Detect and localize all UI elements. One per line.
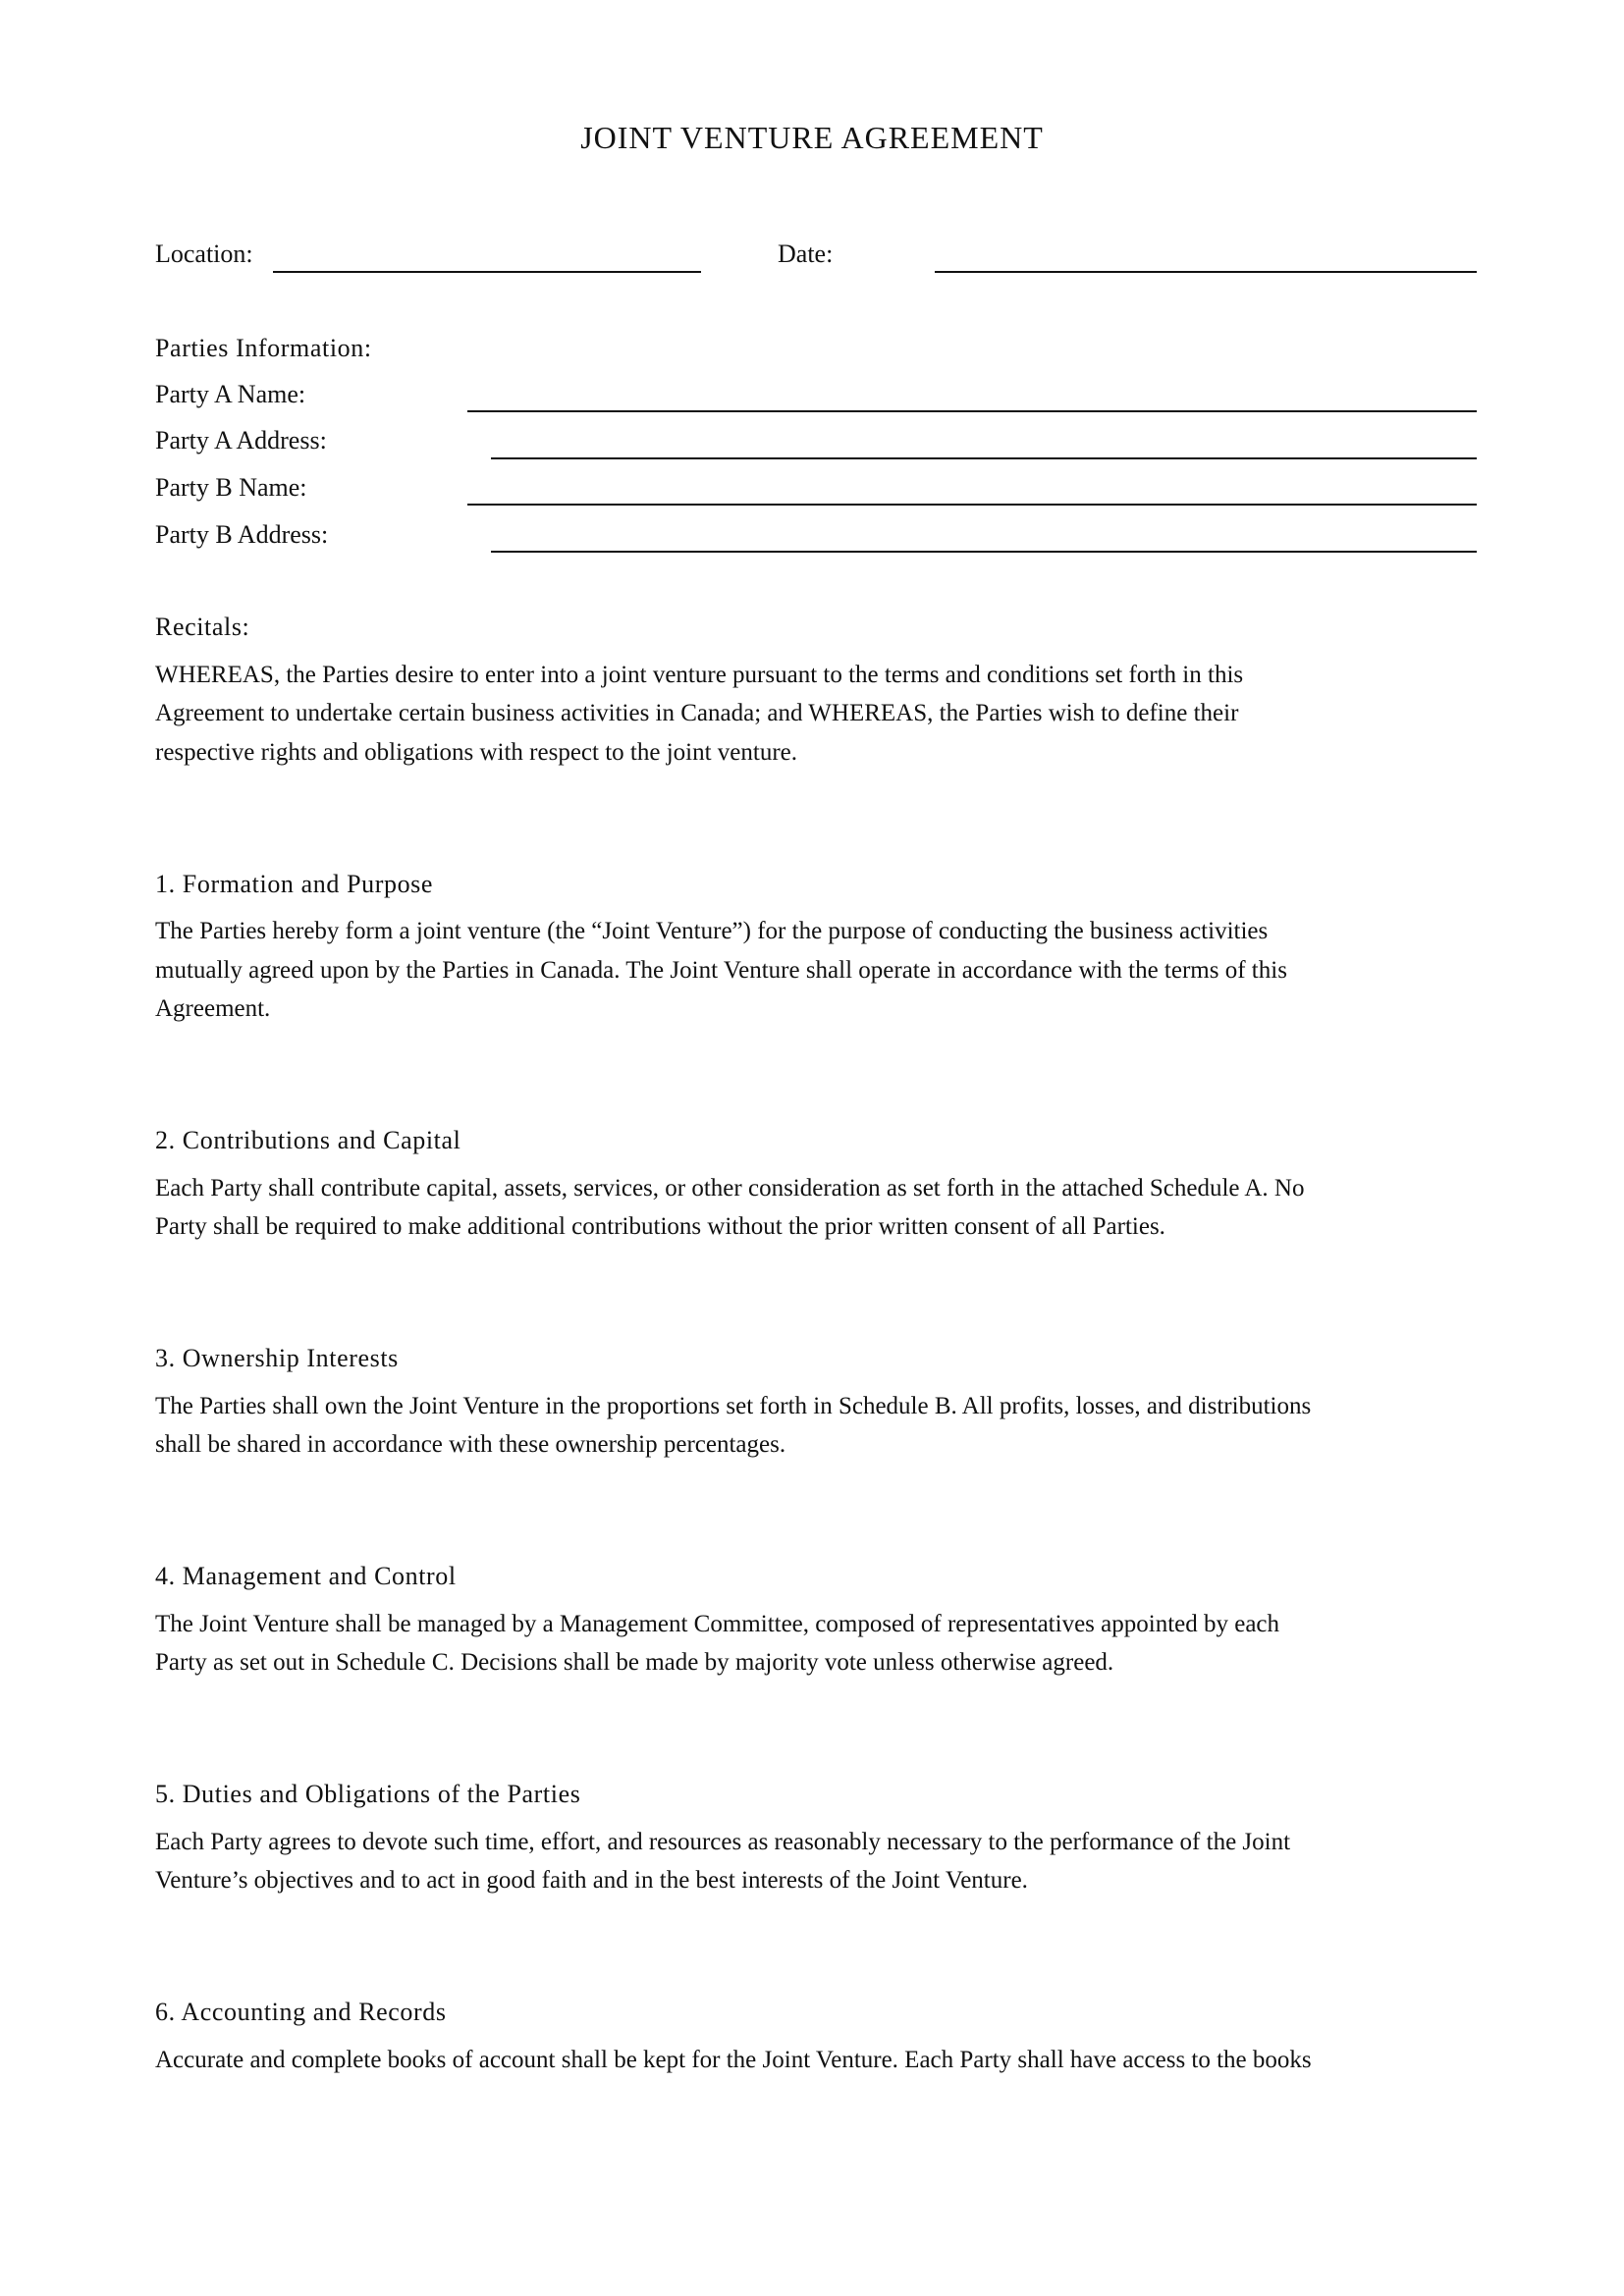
section-heading: 4. Management and Control — [155, 1562, 457, 1590]
section-line: Each Party shall contribute capital, assets, services, or other consideration as set forth in the attached Schedule A. No — [155, 1175, 1305, 1201]
party-a-address-field[interactable] — [491, 457, 1477, 459]
document-title: JOINT VENTURE AGREEMENT — [580, 120, 1044, 155]
party-b-address-field[interactable] — [491, 551, 1477, 553]
party-a-name-label: Party A Name: — [155, 380, 306, 408]
parties-heading: Parties Information: — [155, 334, 372, 362]
section-heading: 1. Formation and Purpose — [155, 870, 434, 898]
recitals-line: respective rights and obligations with respect to the joint venture. — [155, 739, 798, 766]
recitals-line: WHEREAS, the Parties desire to enter into a joint venture pursuant to the terms and conditions set forth in this — [155, 662, 1244, 688]
section-line: Agreement. — [155, 995, 271, 1022]
section-line: Venture’s objectives and to act in good faith and in the best interests of the Joint Venture. — [155, 1867, 1028, 1894]
section-heading: 6. Accounting and Records — [155, 1998, 447, 2026]
location-label: Location: — [155, 240, 253, 268]
party-b-name-field[interactable] — [467, 504, 1477, 506]
section-line: Accurate and complete books of account shall be kept for the Joint Venture. Each Party shall have access to the books — [155, 2047, 1312, 2073]
date-field[interactable] — [935, 271, 1477, 273]
party-b-name-label: Party B Name: — [155, 473, 307, 502]
section-line: The Parties shall own the Joint Venture in the proportions set forth in Schedule B. All profits, losses, and distributions — [155, 1393, 1312, 1419]
party-b-address-label: Party B Address: — [155, 520, 329, 549]
date-label: Date: — [778, 240, 834, 268]
section-line: Party as set out in Schedule C. Decisions shall be made by majority vote unless otherwise agreed. — [155, 1649, 1114, 1676]
section-line: Party shall be required to make additional contributions without the prior written consent of all Parties. — [155, 1213, 1165, 1240]
section-heading: 3. Ownership Interests — [155, 1344, 399, 1372]
section-heading: 2. Contributions and Capital — [155, 1126, 461, 1154]
recitals-heading: Recitals: — [155, 613, 250, 641]
section-heading: 5. Duties and Obligations of the Parties — [155, 1780, 581, 1808]
section-line: The Joint Venture shall be managed by a Management Committee, composed of representatives appointed by each — [155, 1611, 1280, 1637]
section-line: Each Party agrees to devote such time, effort, and resources as reasonably necessary to the performance of the Joint — [155, 1829, 1291, 1855]
location-field[interactable] — [273, 271, 701, 273]
section-line: shall be shared in accordance with these ownership percentages. — [155, 1431, 786, 1458]
party-a-name-field[interactable] — [467, 410, 1477, 412]
recitals-line: Agreement to undertake certain business activities in Canada; and WHEREAS, the Parties wish to define their — [155, 700, 1239, 726]
section-line: mutually agreed upon by the Parties in Canada. The Joint Venture shall operate in accordance with the terms of this — [155, 957, 1287, 984]
party-a-address-label: Party A Address: — [155, 426, 327, 454]
section-line: The Parties hereby form a joint venture (the “Joint Venture”) for the purpose of conducting the business activities — [155, 918, 1269, 944]
